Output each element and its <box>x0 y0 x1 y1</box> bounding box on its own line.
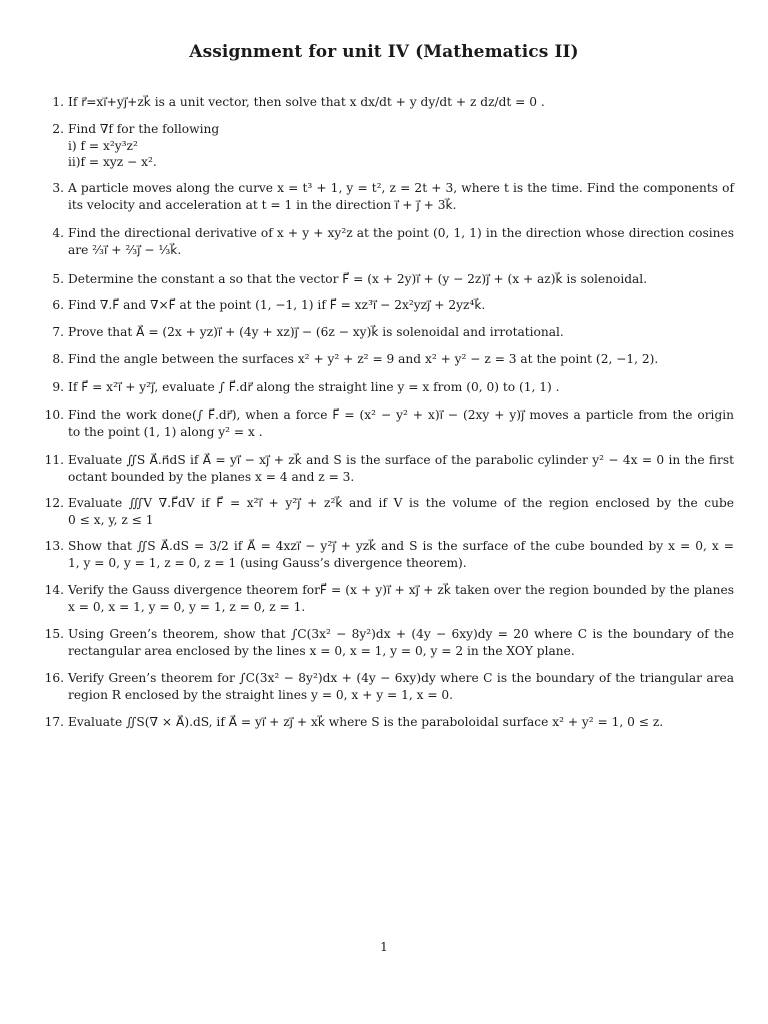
problem-text-line: Evaluate ∬S A⃗.n⃗dS if A⃗ = yi⃗ − xj⃗ + zk⃗ and S is the surface of the parabolic cylinder y² − 4x = 0 in the first <box>68 453 734 467</box>
problem-text <box>68 495 734 528</box>
problem-text-line: Find ∇f for the following <box>68 122 220 136</box>
problem-text-line: rectangular area enclosed by the lines x = 0, x = 1, y = 0, y = 2 in the XOY plane. <box>68 643 575 658</box>
problem-number: 2. <box>52 122 64 136</box>
problem-text <box>68 297 734 314</box>
problem-number: 12. <box>44 496 64 510</box>
problem-text-line: Determine the constant a so that the vector F⃗ = (x + 2y)i⃗ + (y − 2z)j⃗ + (x + az)k⃗ is solenoidal. <box>68 272 648 286</box>
problem-text <box>68 180 734 213</box>
problem-text-line: If F⃗ = x²i⃗ + y²j⃗, evaluate ∫ F⃗.dr⃗ along the straight line y = x from (0, 0) to (1, 1) . <box>68 380 560 394</box>
problem-number: 9. <box>52 380 64 394</box>
problem-text-line: Find the work done(∫ F⃗.dr⃗), when a force F⃗ = (x² − y² + x)i⃗ − (2xy + y)j⃗ moves a particle from the origin <box>68 408 734 422</box>
problem-number: 6. <box>52 298 64 312</box>
problem-number: 10. <box>44 408 64 422</box>
problem-text <box>68 324 734 341</box>
problem-text-line: Find the directional derivative of x + y + xy²z at the point (0, 1, 1) in the direction whose direction cosines <box>68 226 734 240</box>
problem-text-line: Prove that A⃗ = (2x + yz)i⃗ + (4y + xz)j⃗ − (6z − xy)k⃗ is solenoidal and irrotational. <box>68 325 564 339</box>
problem-text <box>68 271 734 288</box>
problem-text-line: 0 ≤ x, y, z ≤ 1 <box>68 512 154 527</box>
problem-text-line: i) f = x²y³z² <box>68 138 138 153</box>
problem-text <box>68 452 734 485</box>
problem-text <box>68 94 734 111</box>
problem-text <box>68 351 734 368</box>
problem-text-line: to the point (1, 1) along y² = x . <box>68 424 263 439</box>
problem-text-line: Find ∇.F⃗ and ∇×F⃗ at the point (1, −1, 1) if F⃗ = xz³i⃗ − 2x²yzj⃗ + 2yz⁴k⃗. <box>68 298 486 312</box>
problem-number: 11. <box>44 453 64 467</box>
problem-text <box>68 407 734 440</box>
problem-text-line: Evaluate ∬S(∇ × A⃗).dS, if A⃗ = yi⃗ + zj⃗ + xk⃗ where S is the paraboloidal surface x² + y² = 1, 0 ≤ z. <box>68 715 664 729</box>
problem-number: 14. <box>44 583 64 597</box>
problem-number: 16. <box>44 671 64 685</box>
problem-text <box>68 626 734 659</box>
problem-number: 17. <box>44 715 64 729</box>
problem-text-line: Verify Green’s theorem for ∫C(3x² − 8y²)dx + (4y − 6xy)dy where C is the boundary of the triangular area <box>68 671 734 685</box>
problem-text-line: 1, y = 0, y = 1, z = 0, z = 1 (using Gauss’s divergence theorem). <box>68 555 467 570</box>
problem-text-line: Using Green’s theorem, show that ∫C(3x² − 8y²)dx + (4y − 6xy)dy = 20 where C is the boundary of the <box>68 627 734 641</box>
problem-text-line: region R enclosed by the straight lines y = 0, x + y = 1, x = 0. <box>68 687 454 702</box>
page-number: 1 <box>380 940 388 954</box>
problem-text-line: Evaluate ∭V ∇.F⃗dV if F⃗ = x²i⃗ + y²j⃗ + z²k⃗ and if V is the volume of the region enclosed by the cube <box>68 496 734 510</box>
problem-number: 8. <box>52 352 64 366</box>
problem-text <box>68 225 734 258</box>
problem-text-line: ii)f = xyz − x². <box>68 155 157 169</box>
problem-text-line: Find the angle between the surfaces x² + y² + z² = 9 and x² + y² − z = 3 at the point (2, −1, 2). <box>68 352 659 366</box>
problem-text-line: Verify the Gauss divergence theorem forF⃗ = (x + y)i⃗ + xj⃗ + zk⃗ taken over the region bounded by the planes <box>68 583 734 597</box>
problem-text <box>68 670 734 703</box>
problem-text <box>68 121 734 171</box>
problem-text-line: its velocity and acceleration at t = 1 in the direction i⃗ + j⃗ + 3k⃗. <box>68 197 457 212</box>
problem-number: 7. <box>52 325 64 339</box>
problem-text-line: are ⅔i⃗ + ⅔j⃗ − ⅓k⃗. <box>68 242 182 257</box>
problem-number: 5. <box>52 272 64 286</box>
problem-number: 1. <box>52 95 64 109</box>
problem-text-line: x = 0, x = 1, y = 0, y = 1, z = 0, z = 1. <box>68 599 306 614</box>
problem-number: 13. <box>44 539 64 553</box>
problem-text <box>68 582 734 615</box>
problem-text-line: A particle moves along the curve x = t³ + 1, y = t², z = 2t + 3, where t is the time. Find the components of <box>68 181 734 195</box>
problem-number: 3. <box>52 181 64 195</box>
problem-text-line: Show that ∬S A⃗.dS = 3/2 if A⃗ = 4xzi⃗ − y²j⃗ + yzk⃗ and S is the surface of the cube bounded by x = 0, x = <box>68 539 734 553</box>
problem-text <box>68 538 734 571</box>
problem-number: 15. <box>44 627 64 641</box>
document-title: Assignment for unit IV (Mathematics II) <box>189 42 579 62</box>
problem-text <box>68 714 734 731</box>
problem-number: 4. <box>52 226 64 240</box>
problem-text-line: If r⃗=xi⃗+yj⃗+zk⃗ is a unit vector, then solve that x dx/dt + y dy/dt + z dz/dt = 0 . <box>68 95 545 109</box>
problem-text <box>68 379 734 396</box>
problem-text-line: octant bounded by the planes x = 4 and z = 3. <box>68 469 355 484</box>
